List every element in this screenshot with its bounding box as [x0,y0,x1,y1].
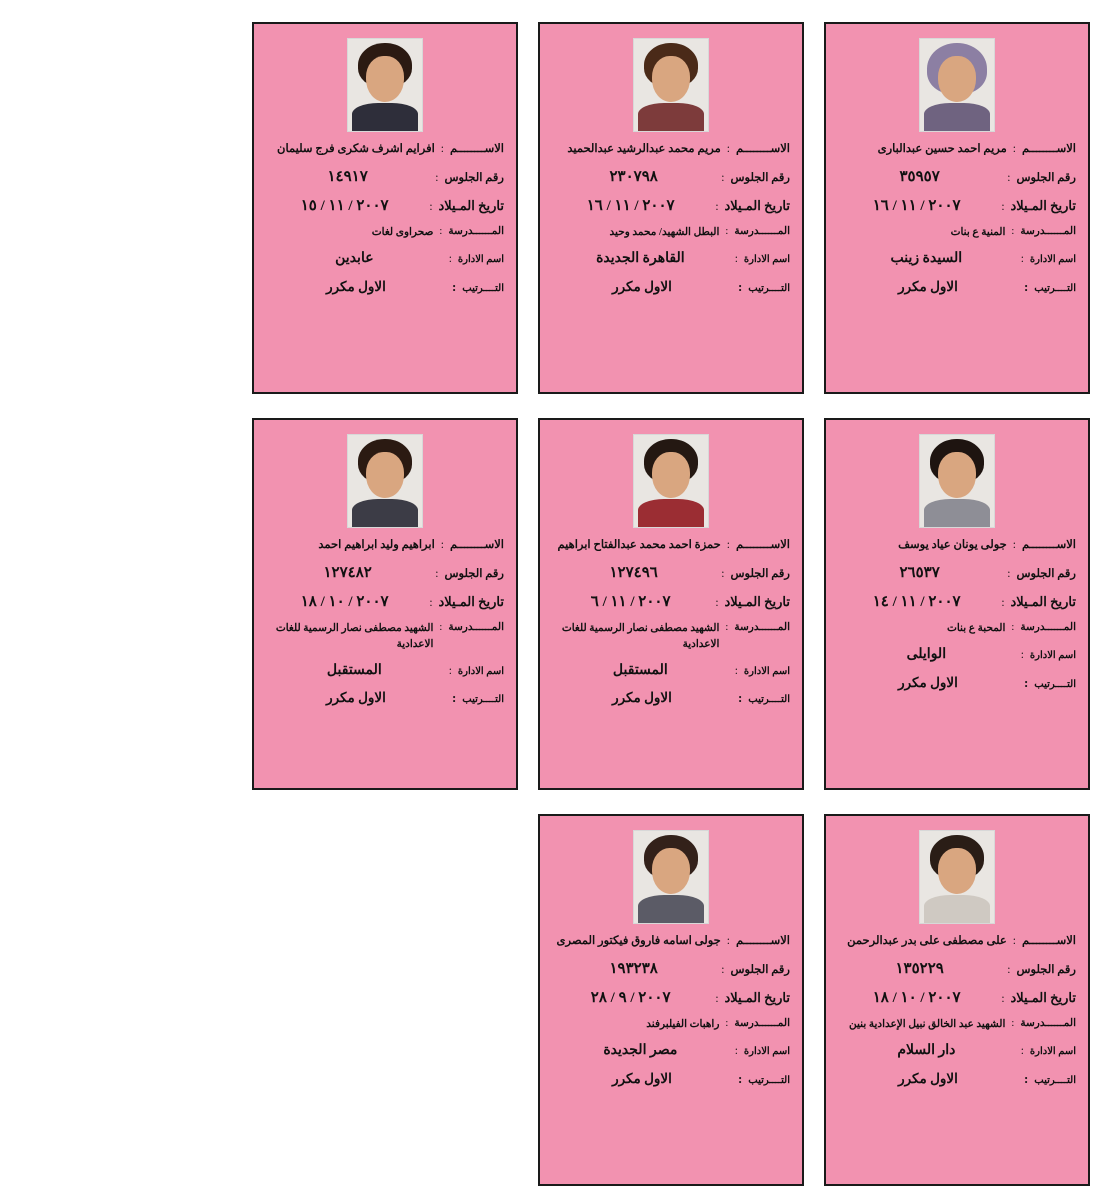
field-rank-label: التــــرتيب [1034,282,1076,294]
field-rank [838,674,1076,692]
field-name-label: الاســــــــم [1022,143,1076,155]
field-name-label: الاســــــــم [450,143,504,155]
field-seat-value: ١٤٩١٧ [327,168,368,185]
field-school [552,621,790,653]
colon: : [448,664,452,677]
field-school [838,1017,1076,1033]
field-rank-value: الاول مكرر [326,690,386,706]
field-seat-label: رقم الجلوس [444,567,504,580]
field-admin-label: اسم الادارة [1029,253,1076,265]
field-birth-label: تاريخ المـيلاد [724,593,790,609]
field-seat-value: ٢٦٥٣٧ [899,564,940,581]
colon: : [734,252,738,265]
student-photo-icon [633,830,709,924]
field-name [266,142,504,158]
field-rank-value: الاول مكرر [612,1070,672,1086]
field-birth-label: تاريخ المـيلاد [1010,989,1076,1005]
colon: : [1001,596,1005,609]
colon: : [451,278,457,294]
field-rank-value: الاول مكرر [612,690,672,706]
field-seat [552,959,790,979]
field-school [838,225,1076,241]
field-school-label: المــــــدرسة [734,622,790,634]
colon: : [721,567,725,580]
student-card [252,22,518,394]
card-slot [814,404,1100,800]
colon: : [715,596,719,609]
field-name-value: افرايم اشرف شكرى فرج سليمان [277,143,435,155]
field-school-value: الشهيد مصطفى نصار الرسمية للغات الاعدادية [275,623,434,650]
field-name [552,142,790,158]
card-fields [552,934,790,1088]
field-rank-label: التــــرتيب [748,282,790,294]
card-slot [814,8,1100,404]
colon: : [725,622,729,634]
card-fields [266,538,504,708]
field-name-label: الاســــــــم [736,539,790,551]
field-admin [838,646,1076,665]
card-slot [528,404,814,800]
field-seat-value: ١٢٧٤٩٦ [609,564,658,581]
field-birth [552,988,790,1008]
field-school-label: المــــــدرسة [734,226,790,238]
colon: : [1007,567,1011,580]
field-birth-value: ٢٠٠٧ / ١٠ / ١٨ [300,593,389,610]
field-seat [838,959,1076,979]
field-name-value: جولى اسامه فاروق فيكتور المصرى [556,935,721,947]
field-admin [552,250,790,269]
field-name [266,538,504,554]
field-admin [838,250,1076,269]
student-photo-icon [919,830,995,924]
colon: : [1011,622,1015,634]
field-school-label: المــــــدرسة [1020,1018,1076,1030]
student-card [824,22,1090,394]
field-name [838,142,1076,158]
field-seat-label: رقم الجلوس [730,963,790,976]
card-fields [838,142,1076,296]
field-birth-value: ٢٠٠٧ / ١١ / ١٦ [872,197,961,214]
field-school-label: المــــــدرسة [448,622,504,634]
card-fields [266,142,504,296]
student-photo-icon [633,38,709,132]
field-admin-label: اسم الادارة [743,1045,790,1057]
colon: : [721,963,725,976]
colon: : [1012,539,1016,551]
colon: : [1007,963,1011,976]
field-birth-value: ٢٠٠٧ / ١١ / ٦ [590,593,671,610]
field-school-value: المنية ع بنات [950,227,1006,239]
field-school-label: المــــــدرسة [734,1018,790,1030]
field-school-label: المــــــدرسة [448,226,504,238]
field-seat-value: ١٢٧٤٨٢ [323,564,372,581]
colon: : [725,226,729,238]
field-admin-label: اسم الادارة [1029,1045,1076,1057]
card-fields [838,934,1076,1088]
field-admin-label: اسم الادارة [457,665,504,677]
student-card [252,418,518,790]
field-admin [552,662,790,681]
field-seat-label: رقم الجلوس [444,171,504,184]
field-school-value: صحراوى لغات [371,227,434,239]
colon: : [1001,992,1005,1005]
field-admin-label: اسم الادارة [743,665,790,677]
field-school-value: راهبات الفيلبرفند [646,1019,720,1031]
field-admin [266,250,504,269]
field-admin-label: اسم الادارة [743,253,790,265]
field-admin-label: اسم الادارة [457,253,504,265]
field-admin-value: المستقبل [612,662,668,678]
field-birth [552,592,790,612]
field-name [838,934,1076,950]
field-birth [266,196,504,216]
field-birth [838,988,1076,1008]
field-name-value: جولى يونان عياد يوسف [898,539,1007,551]
colon: : [429,596,433,609]
field-name-value: ابراهيم وليد ابراهيم احمد [318,539,435,551]
field-birth [838,196,1076,216]
student-card [538,814,804,1186]
colon: : [734,664,738,677]
field-seat-label: رقم الجلوس [1016,963,1076,976]
field-name-label: الاســــــــم [736,935,790,947]
field-admin-value: المستقبل [326,662,382,678]
field-seat [552,167,790,187]
colon: : [1023,278,1029,294]
field-name-value: مريم محمد عبدالرشيد عبدالحميد [567,143,721,155]
field-birth [838,592,1076,612]
colon: : [1023,674,1029,690]
field-school [552,1017,790,1033]
field-name-label: الاســــــــم [736,143,790,155]
student-card [824,814,1090,1186]
card-fields [838,538,1076,692]
student-photo-icon [347,38,423,132]
field-seat-label: رقم الجلوس [1016,171,1076,184]
field-school-value: البطل الشهيد/ محمد وحيد [609,227,720,239]
colon: : [721,171,725,184]
field-admin-value: عابدين [335,250,374,266]
colon: : [440,539,444,551]
student-photo-icon [919,38,995,132]
field-name-value: مريم احمد حسين عبدالبارى [877,143,1007,155]
field-admin [838,1042,1076,1061]
field-seat [266,167,504,187]
colon: : [737,278,743,294]
colon: : [726,143,730,155]
student-photo-icon [919,434,995,528]
field-seat [838,167,1076,187]
field-name [552,934,790,950]
student-photo-icon [633,434,709,528]
field-seat-label: رقم الجلوس [1016,567,1076,580]
field-birth-label: تاريخ المـيلاد [438,593,504,609]
field-rank [838,278,1076,296]
field-seat [838,563,1076,583]
field-name [552,538,790,554]
field-school [266,621,504,653]
colon: : [1012,143,1016,155]
field-admin-value: الوايلى [906,646,947,662]
student-photo-icon [347,434,423,528]
field-name-label: الاســــــــم [1022,539,1076,551]
field-birth [552,196,790,216]
colon: : [1007,171,1011,184]
field-school-value: الشهيد عبد الخالق نبيل الإعدادية بنين [849,1019,1006,1031]
field-rank-value: الاول مكرر [898,278,958,294]
field-rank-label: التــــرتيب [748,1074,790,1086]
field-birth-label: تاريخ المـيلاد [438,197,504,213]
field-birth-value: ٢٠٠٧ / ٩ / ٢٨ [590,989,671,1006]
field-admin-label: اسم الادارة [1029,649,1076,661]
field-admin [266,662,504,681]
field-admin-value: القاهرة الجديدة [596,250,685,266]
field-birth-value: ٢٠٠٧ / ١١ / ١٤ [872,593,961,610]
colon: : [737,690,743,706]
field-rank-label: التــــرتيب [1034,678,1076,690]
colon: : [726,935,730,947]
field-seat-value: ١٣٥٢٢٩ [895,960,944,977]
field-seat-value: ٢٣٠٧٩٨ [609,168,658,185]
field-school [838,621,1076,637]
field-birth-label: تاريخ المـيلاد [1010,593,1076,609]
colon: : [1020,648,1024,661]
field-rank [266,689,504,707]
field-school-label: المــــــدرسة [1020,226,1076,238]
field-rank [552,689,790,707]
field-birth-label: تاريخ المـيلاد [1010,197,1076,213]
field-rank-label: التــــرتيب [1034,1074,1076,1086]
field-birth-value: ٢٠٠٧ / ١١ / ١٥ [300,197,389,214]
colon: : [715,200,719,213]
colon: : [435,171,439,184]
colon: : [715,992,719,1005]
field-admin-value: دار السلام [897,1042,956,1058]
card-slot [528,8,814,404]
field-birth-value: ٢٠٠٧ / ١١ / ١٦ [586,197,675,214]
colon: : [439,622,443,634]
colon: : [1023,1070,1029,1086]
field-rank [552,278,790,296]
field-admin-value: السيدة زينب [890,250,963,266]
field-rank [552,1070,790,1088]
colon: : [1011,226,1015,238]
field-birth-label: تاريخ المـيلاد [724,989,790,1005]
card-slot [242,8,528,404]
student-card [538,22,804,394]
field-seat [552,563,790,583]
colon: : [451,690,457,706]
field-school [266,225,504,241]
field-name-value: حمزة احمد محمد عبدالفتاح ابراهيم [557,539,721,551]
field-school-value: الشهيد مصطفى نصار الرسمية للغات الاعدادية [561,623,720,650]
colon: : [1012,935,1016,947]
card-fields [552,538,790,708]
card-slot [814,800,1100,1196]
student-card [824,418,1090,790]
colon: : [1020,252,1024,265]
field-rank-label: التــــرتيب [462,694,504,706]
colon: : [429,200,433,213]
colon: : [439,226,443,238]
colon: : [737,1070,743,1086]
field-seat-label: رقم الجلوس [730,171,790,184]
colon: : [726,539,730,551]
colon: : [1001,200,1005,213]
field-name-label: الاســــــــم [1022,935,1076,947]
field-admin-value: مصر الجديدة [603,1042,678,1058]
card-slot [242,404,528,800]
field-admin [552,1042,790,1061]
colon: : [725,1018,729,1030]
colon: : [1011,1018,1015,1030]
field-rank-label: التــــرتيب [462,282,504,294]
field-seat [266,563,504,583]
field-rank-value: الاول مكرر [612,278,672,294]
card-fields [552,142,790,296]
field-seat-label: رقم الجلوس [730,567,790,580]
field-birth-label: تاريخ المـيلاد [724,197,790,213]
field-name [838,538,1076,554]
colon: : [440,143,444,155]
field-seat-value: ٣٥٩٥٧ [899,168,940,185]
colon: : [734,1044,738,1057]
field-school-value: المحبة ع بنات [946,623,1006,635]
card-slot [528,800,814,1196]
field-rank-value: الاول مكرر [326,278,386,294]
colon: : [435,567,439,580]
field-rank [266,278,504,296]
field-school [552,225,790,241]
field-name-value: على مصطفى على بدر عبدالرحمن [847,935,1007,947]
colon: : [448,252,452,265]
field-rank-label: التــــرتيب [748,694,790,706]
field-rank-value: الاول مكرر [898,1070,958,1086]
field-school-label: المــــــدرسة [1020,622,1076,634]
student-card [538,418,804,790]
field-birth-value: ٢٠٠٧ / ١٠ / ١٨ [872,989,961,1006]
field-birth [266,592,504,612]
field-rank-value: الاول مكرر [898,674,958,690]
field-rank [838,1070,1076,1088]
colon: : [1020,1044,1024,1057]
field-name-label: الاســــــــم [450,539,504,551]
field-seat-value: ١٩٣٢٣٨ [609,960,658,977]
student-card-grid [0,8,1100,1196]
